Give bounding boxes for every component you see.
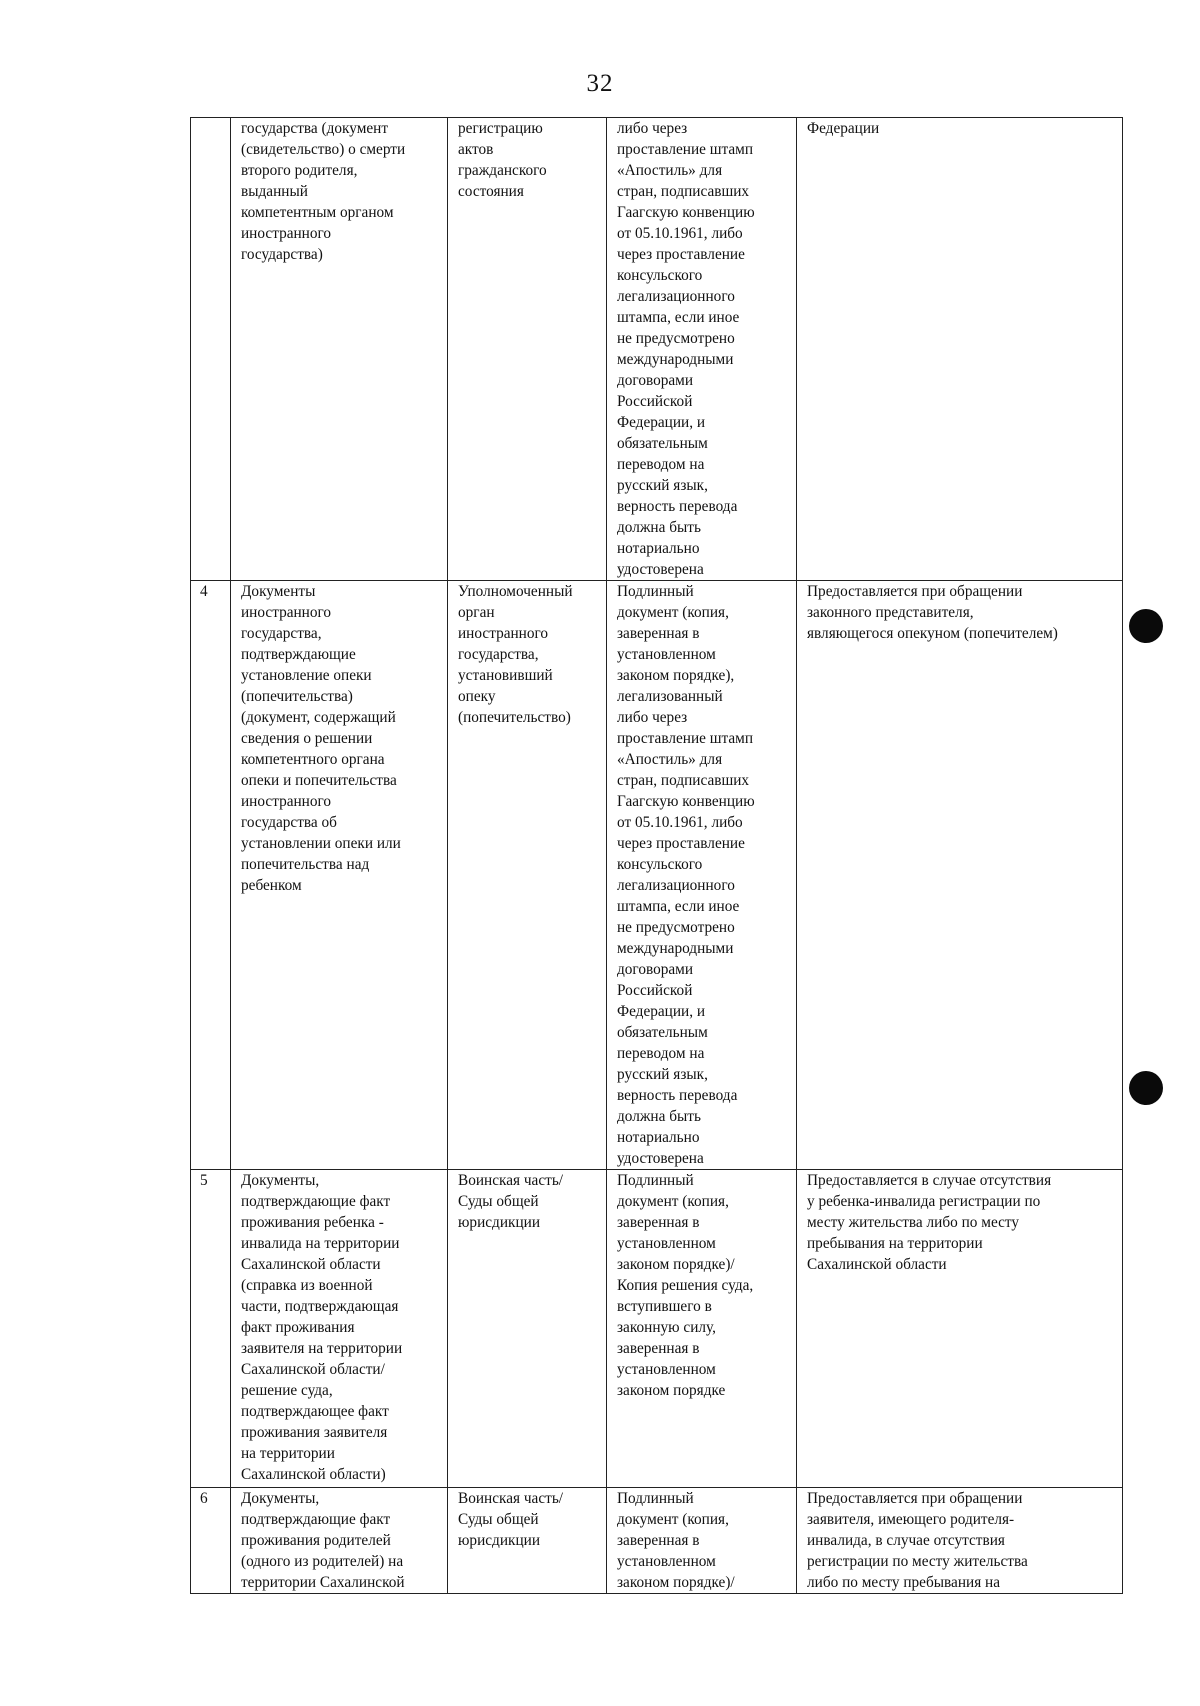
table-row — [191, 118, 1123, 581]
document-form-cell: Подлинный документ (копия, заверенная в установленном законом порядке), легализованный либо через проставление штамп «Апостиль» для стран, подписавших Гаагскую конвенцию от 05.10.1961, либо через проставление консульского легализационного штампа, если иное не предусмотрено международными договорами Российской Федерации, и обязательным переводом на русский язык, верность перевода должна быть нотариально удостоверена — [607, 581, 797, 1170]
note-cell: Предоставляется при обращении законного представителя, являющегося опекуном (попечителем) — [797, 581, 1123, 1170]
documents-table — [190, 117, 1123, 1594]
punch-hole-top — [1129, 609, 1163, 643]
document-name-cell: Документы, подтверждающие факт проживания родителей (одного из родителей) на территории Сахалинской — [231, 1488, 448, 1594]
issuer-cell: Уполномоченный орган иностранного государства, установивший опеку (попечительство) — [448, 581, 607, 1170]
document-name-cell: государства (документ (свидетельство) о смерти второго родителя, выданный компетентным органом иностранного государства) — [231, 118, 448, 581]
row-number: 6 — [191, 1488, 231, 1594]
page-number: 32 — [586, 70, 614, 97]
row-number — [191, 118, 231, 581]
row-number: 4 — [191, 581, 231, 1170]
table-row — [191, 581, 1123, 1170]
note-cell: Федерации — [797, 118, 1123, 581]
document-name-cell: Документы, подтверждающие факт проживания ребенка - инвалида на территории Сахалинской области (справка из военной части, подтверждающая факт проживания заявителя на территории Сахалинской области/ решение суда, подтверждающее факт проживания заявителя на территории Сахалинской области) — [231, 1170, 448, 1488]
issuer-cell: Воинская часть/ Суды общей юрисдикции — [448, 1170, 607, 1488]
table-row — [191, 1170, 1123, 1488]
document-form-cell: Подлинный документ (копия, заверенная в установленном законом порядке)/ — [607, 1488, 797, 1594]
note-cell: Предоставляется при обращении заявителя, имеющего родителя- инвалида, в случае отсутствия регистрации по месту жительства либо по месту пребывания на — [797, 1488, 1123, 1594]
document-name-cell: Документы иностранного государства, подтверждающие установление опеки (попечительства) (документ, содержащий сведения о решении компетентного органа опеки и попечительства иностранного государства об установлении опеки или попечительства над ребенком — [231, 581, 448, 1170]
issuer-cell: Воинская часть/ Суды общей юрисдикции — [448, 1488, 607, 1594]
document-form-cell: Подлинный документ (копия, заверенная в установленном законом порядке)/ Копия решения суда, вступившего в законную силу, заверенная в установленном законом порядке — [607, 1170, 797, 1488]
document-form-cell: либо через проставление штамп «Апостиль» для стран, подписавших Гаагскую конвенцию от 05.10.1961, либо через проставление консульского легализационного штампа, если иное не предусмотрено международными договорами Российской Федерации, и обязательным переводом на русский язык, верность перевода должна быть нотариально удостоверена — [607, 118, 797, 581]
issuer-cell: регистрацию актов гражданского состояния — [448, 118, 607, 581]
row-number: 5 — [191, 1170, 231, 1488]
table-row — [191, 1488, 1123, 1594]
note-cell: Предоставляется в случае отсутствия у ребенка-инвалида регистрации по месту жительства либо по месту пребывания на территории Сахалинской области — [797, 1170, 1123, 1488]
punch-hole-bottom — [1129, 1071, 1163, 1105]
